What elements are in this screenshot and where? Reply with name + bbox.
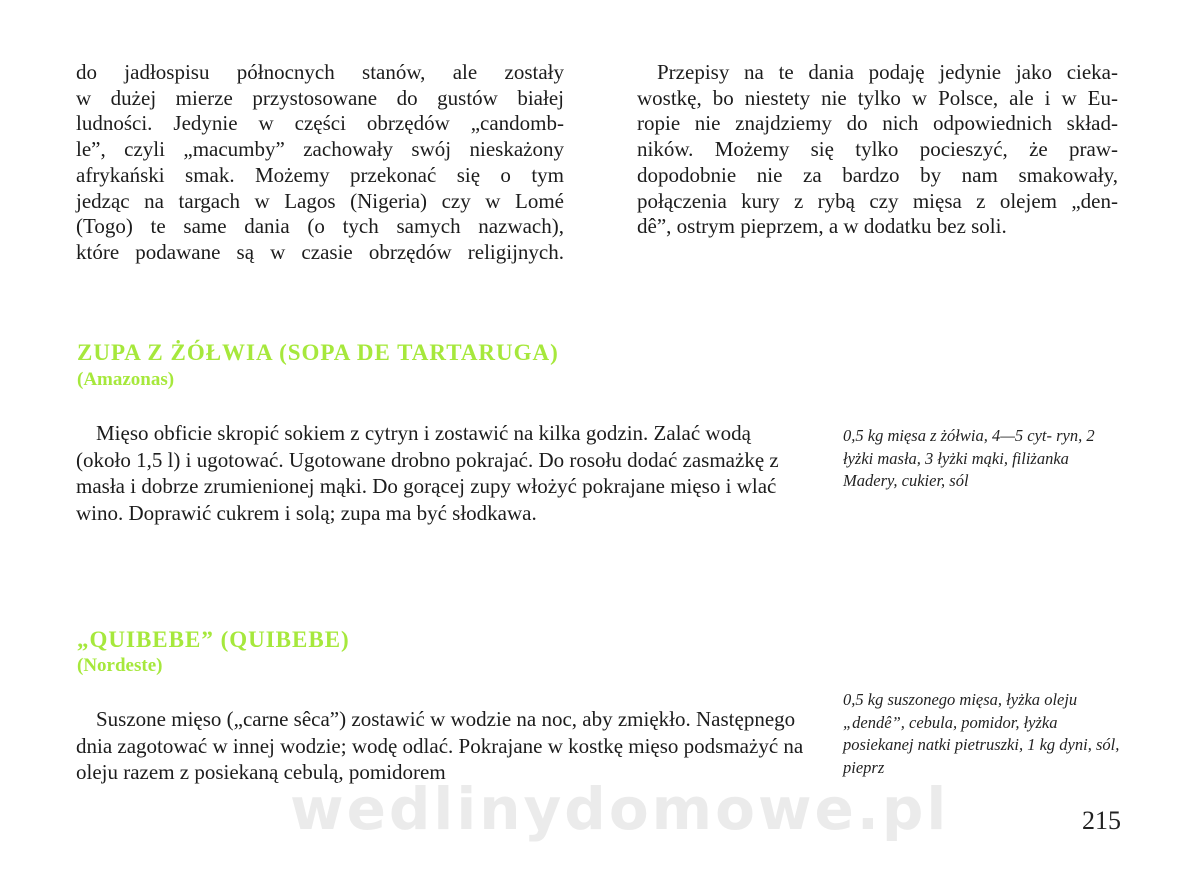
- ingredient-line: oleju „dendê”, cebula, pomidor,: [843, 690, 1078, 732]
- text-line: wodą (około 1,5 l) i ugotować. Ugotowane drobno pokrajać. Do rosołu: [76, 421, 751, 472]
- text-line: le”, czyli „macumby” zachowały swój nieskażony: [76, 137, 564, 162]
- recipe-title: „QUIBEBE” (QUIBEBE): [77, 627, 350, 652]
- intro-right-column: [637, 60, 1118, 240]
- ingredient-line: łyżka posiekanej natki pietruszki,: [843, 712, 1058, 754]
- text-line: ludności. Jedynie w części obrzędów „candomb-: [76, 111, 564, 136]
- recipe-region: (Amazonas): [77, 369, 175, 390]
- ingredients-list: [843, 689, 1125, 779]
- text-line: do jadłospisu północnych stanów, ale zostały: [76, 60, 564, 84]
- text-line: dê”, ostrym pieprzem, a w dodatku bez soli.: [637, 214, 1007, 239]
- text-line: w kostkę mięso podsmażyć na oleju razem z posiekaną cebulą, pomidorem: [76, 733, 804, 784]
- text-line: wostkę, bo niestety nie tylko w Polsce, ale i w Eu-: [637, 85, 1118, 110]
- text-line: w dużej mierze przystosowane do gustów białej: [76, 85, 564, 110]
- recipe-region: (Nordeste): [77, 655, 163, 676]
- recipe-instructions: [76, 420, 808, 526]
- text-line: jedząc na targach w Lagos (Nigeria) czy w Lomé: [76, 188, 564, 213]
- recipe-title: ZUPA Z ŻÓŁWIA (SOPA DE TARTARUGA): [77, 340, 559, 365]
- ingredient-line: ryn, 2 łyżki masła, 3 łyżki mąki,: [843, 426, 1095, 468]
- ingredients-list: [843, 425, 1125, 493]
- text-line: połączenia kury z rybą czy mięsa z olejem „den-: [637, 188, 1118, 213]
- text-line: włożyć pokrajane mięso i wlać wino. Doprawić cukrem i solą; zupa ma być: [76, 474, 777, 525]
- text-line: Następnego dnia zagotować w innej wodzie; wodę odlać. Pokrajane: [76, 707, 796, 758]
- text-line: Przepisy na te dania podaję jedynie jako cieka-: [657, 60, 1118, 84]
- text-line: Mięso obficie skropić sokiem z cytryn i zostawić na kilka godzin. Zalać: [96, 421, 701, 445]
- ingredient-line: 1 kg dyni, sól, pieprz: [843, 735, 1120, 777]
- ingredient-line: 0,5 kg mięsa z żółwia, 4—5 cyt-: [843, 426, 1052, 445]
- intro-left-column: [76, 60, 564, 266]
- watermark: wedlinydomowe.pl: [290, 775, 950, 843]
- text-line: ników. Możemy się tylko pocieszyć, że praw-: [637, 137, 1118, 162]
- page-number: 215: [1082, 806, 1121, 835]
- text-line: Suszone mięso („carne sêca”) zostawić w wodzie na noc, aby zmiękło.: [96, 707, 691, 731]
- text-line: afrykański smak. Możemy przekonać się o tym: [76, 162, 564, 187]
- text-line: słodkawa.: [452, 500, 537, 525]
- text-line: (Togo) te same dania (o tych samych nazwach),: [76, 214, 564, 239]
- recipe-instructions: [76, 706, 808, 786]
- ingredient-line: 0,5 kg suszonego mięsa, łyżka: [843, 690, 1041, 709]
- ingredient-line: filiżanka Madery, cukier, sól: [843, 448, 1069, 490]
- text-line: ropie nie znajdziemy do nich odpowiednich skład-: [637, 111, 1118, 136]
- text-line: które podawane są w czasie obrzędów religijnych.: [76, 239, 564, 264]
- text-line: dopodobnie nie za bardzo by nam smakowały,: [637, 162, 1118, 187]
- text-line: dodać zasmażkę z masła i dobrze zrumienionej mąki. Do gorącej zupy: [76, 447, 779, 498]
